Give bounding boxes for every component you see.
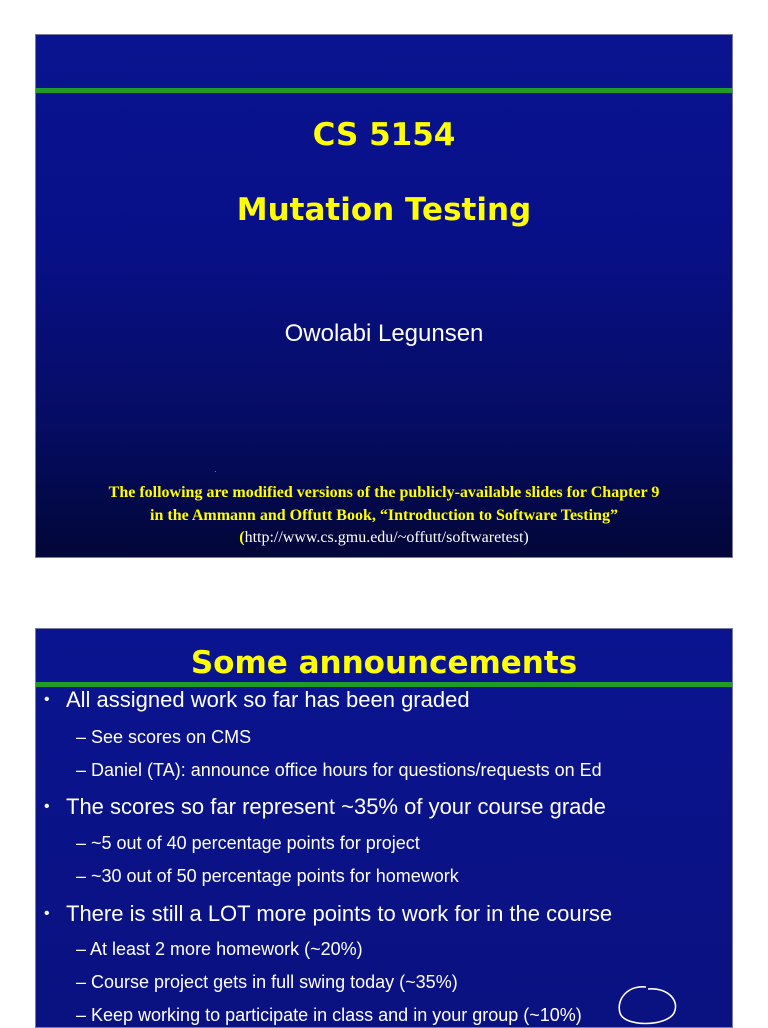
- course-code: CS 5154: [312, 117, 456, 153]
- sub-item: – Keep working to participate in class and in your group (~10%): [76, 1005, 582, 1025]
- author-name: Owolabi Legunsen: [284, 320, 484, 347]
- paren-close: ): [523, 529, 529, 546]
- bullet-item: [44, 901, 612, 927]
- sub-item: – ~30 out of 50 percentage points for homework: [76, 866, 459, 886]
- bullet-text: All assigned work so far has been graded: [66, 687, 470, 712]
- hand-drawn-circle-annotation: [606, 981, 686, 1028]
- bullet-dot: •: [44, 905, 50, 922]
- source-url: http://www.cs.gmu.edu/~offutt/softwaretest: [244, 529, 524, 546]
- bullet-text: There is still a LOT more points to work for in the course: [66, 901, 613, 926]
- sub-item: – ~5 out of 40 percentage points for project: [76, 833, 420, 853]
- bullet-dot: •: [44, 798, 50, 815]
- bullet-item: [44, 794, 606, 820]
- announcements-title: Some announcements: [190, 645, 578, 681]
- bullet-dot: •: [44, 691, 50, 708]
- bullet-text: The scores so far represent ~35% of your course grade: [66, 794, 606, 819]
- credit-line-3: [36, 529, 732, 547]
- sub-item: – At least 2 more homework (~20%): [76, 939, 363, 959]
- announcements-slide: [35, 628, 733, 1028]
- paren-open: (: [239, 529, 245, 546]
- stray-dot: .: [214, 465, 217, 474]
- credit-line-2: in the Ammann and Offutt Book, “Introduction to Software Testing”: [150, 507, 618, 524]
- title-slide: [35, 34, 733, 558]
- sub-item: – See scores on CMS: [76, 727, 252, 747]
- credit-line-1: The following are modified versions of the publicly-available slides for Chapter 9: [108, 484, 660, 501]
- bullet-item: [44, 687, 470, 713]
- lecture-title: Mutation Testing: [236, 192, 532, 228]
- sub-item: – Daniel (TA): announce office hours for questions/requests on Ed: [76, 760, 602, 780]
- green-divider: [36, 88, 732, 93]
- sub-item: – Course project gets in full swing today (~35%): [76, 972, 458, 992]
